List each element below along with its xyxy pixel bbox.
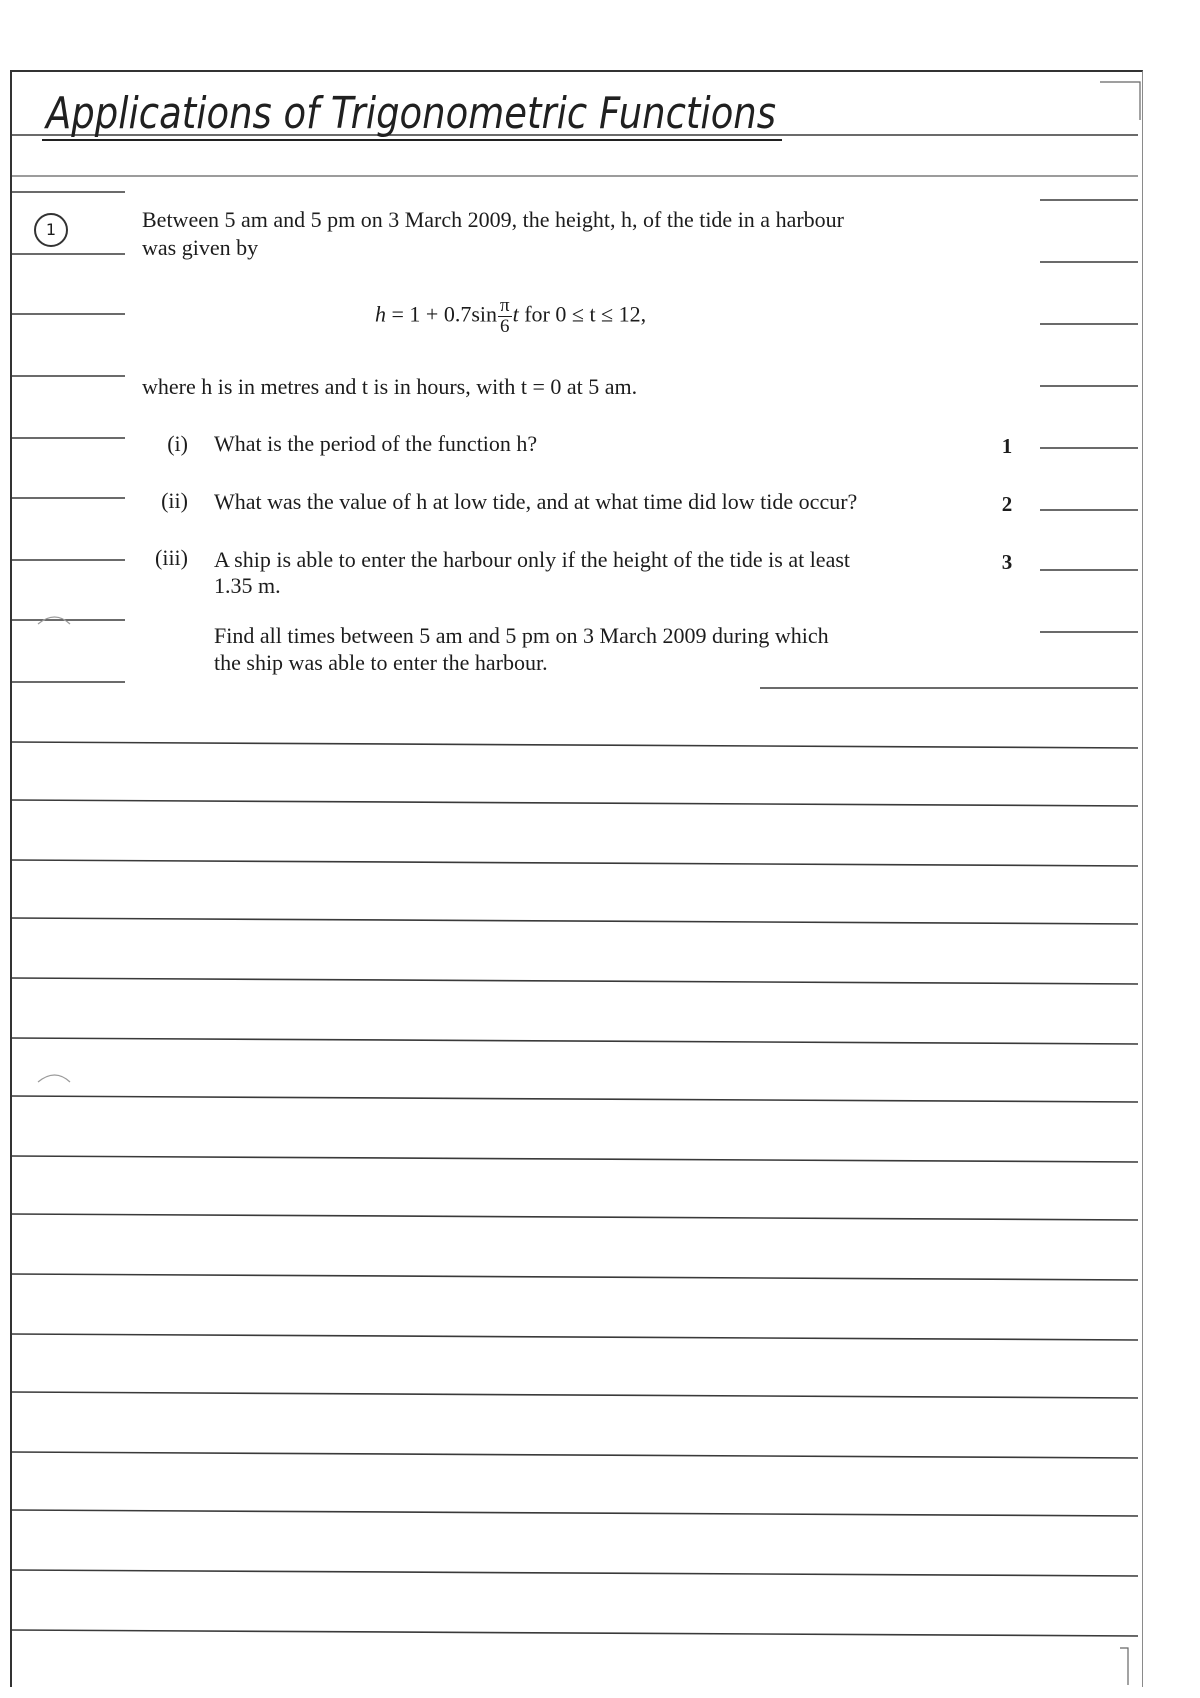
definitions-line: where h is in metres and t is in hours, with t = 0 at 5 am. — [142, 374, 638, 399]
part-ii-text: What was the value of h at low tide, and at what time did low tide occur? — [214, 489, 858, 514]
formula-denominator: 6 — [500, 316, 510, 337]
part-i-marks: 1 — [1001, 434, 1013, 458]
intro-line-1: Between 5 am and 5 pm on 3 March 2009, the height, h, of the tide in a harbour — [142, 207, 844, 232]
formula-fraction — [498, 296, 512, 337]
part-i-label: (i) — [167, 431, 188, 456]
part-iii-marks: 3 — [1001, 550, 1013, 574]
formula-var: t — [512, 301, 519, 327]
question-number: 1 — [34, 213, 68, 247]
part-ii-marks: 2 — [1001, 492, 1013, 516]
formula-eq: = 1 + 0.7sin — [386, 301, 497, 327]
part-iii-label: (iii) — [155, 545, 188, 570]
handwritten-title — [42, 78, 802, 158]
svg-text:Applications of Trigonometric: Applications of Trigonometric Functions — [43, 88, 776, 139]
part-iii-text-2: 1.35 m. — [214, 573, 281, 598]
followup-line-1: Find all times between 5 am and 5 pm on 3 March 2009 during which — [214, 623, 829, 648]
tide-formula — [375, 296, 646, 337]
followup-line-2: the ship was able to enter the harbour. — [214, 650, 548, 675]
part-i-text: What is the period of the function h? — [214, 431, 538, 456]
formula-domain: for 0 ≤ t ≤ 12, — [518, 301, 647, 327]
part-ii-label: (ii) — [161, 488, 188, 513]
formula-lhs: h — [375, 301, 386, 327]
intro-line-2: was given by — [142, 235, 259, 260]
formula-numerator: π — [500, 295, 510, 316]
part-iii-text-1: A ship is able to enter the harbour only if the height of the tide is at least — [214, 547, 851, 572]
